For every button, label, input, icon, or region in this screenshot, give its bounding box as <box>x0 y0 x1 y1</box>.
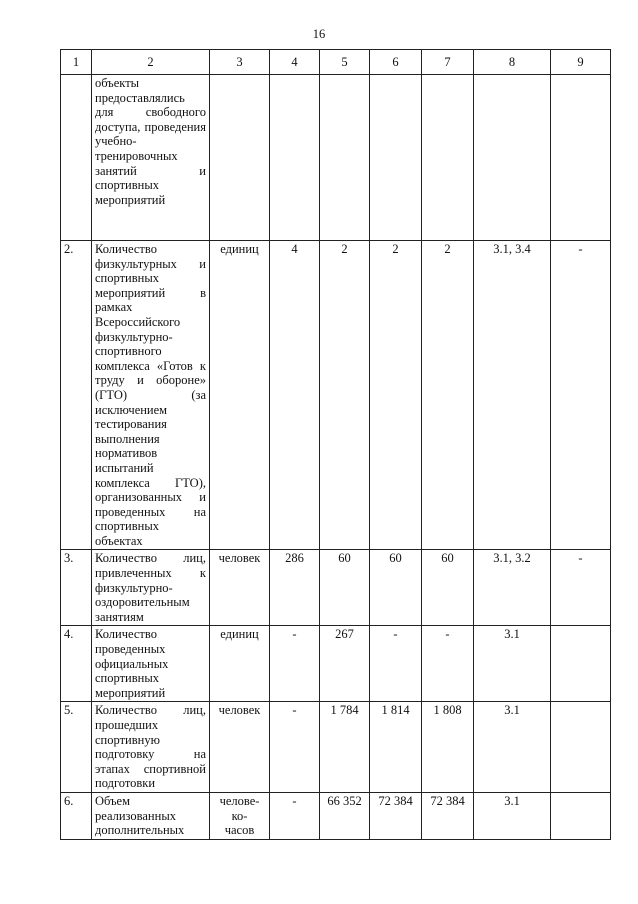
header-cell: 3 <box>210 50 270 75</box>
header-cell: 1 <box>61 50 92 75</box>
header-cell: 5 <box>320 50 370 75</box>
table-row <box>61 702 611 793</box>
value-col9 <box>551 75 611 241</box>
value-col4: 4 <box>270 241 320 550</box>
value-col4 <box>270 75 320 241</box>
table-row <box>61 241 611 550</box>
value-col9 <box>551 702 611 793</box>
row-number: 2. <box>61 241 92 550</box>
header-cell: 8 <box>474 50 551 75</box>
value-col8: 3.1 <box>474 702 551 793</box>
row-number: 4. <box>61 626 92 702</box>
value-col9: - <box>551 241 611 550</box>
value-col9: - <box>551 550 611 626</box>
value-col5: 1 784 <box>320 702 370 793</box>
value-col8 <box>474 75 551 241</box>
value-col6: 2 <box>370 241 422 550</box>
value-col7: 2 <box>422 241 474 550</box>
value-col7: 72 384 <box>422 792 474 839</box>
table-row <box>61 792 611 839</box>
value-col4: - <box>270 702 320 793</box>
value-col4: 286 <box>270 550 320 626</box>
indicator-name: Количество лиц, прошедших спортивную подготовку на этапах спортивной подготовки <box>92 702 210 793</box>
value-col5: 2 <box>320 241 370 550</box>
unit-cell: челове- ко- часов <box>210 792 270 839</box>
unit-cell: человек <box>210 550 270 626</box>
row-number <box>61 75 92 241</box>
value-col6: 60 <box>370 550 422 626</box>
unit-cell: единиц <box>210 241 270 550</box>
unit-cell <box>210 75 270 241</box>
value-col7 <box>422 75 474 241</box>
indicator-name: объекты предоставлялись для свободного доступа, проведения учебно-тренировочных занятий и спортивных мероприятий <box>92 75 210 241</box>
row-number: 3. <box>61 550 92 626</box>
table-header-row <box>61 50 611 75</box>
header-cell: 2 <box>92 50 210 75</box>
row-number: 5. <box>61 702 92 793</box>
table-row <box>61 626 611 702</box>
indicator-name: Объем реализованных дополнительных <box>92 792 210 839</box>
value-col6: - <box>370 626 422 702</box>
value-col5: 66 352 <box>320 792 370 839</box>
unit-cell: единиц <box>210 626 270 702</box>
unit-cell: человек <box>210 702 270 793</box>
header-cell: 4 <box>270 50 320 75</box>
value-col4: - <box>270 626 320 702</box>
value-col5: 267 <box>320 626 370 702</box>
value-col7: - <box>422 626 474 702</box>
value-col7: 60 <box>422 550 474 626</box>
page-number: 16 <box>312 27 326 41</box>
value-col4: - <box>270 792 320 839</box>
value-col5: 60 <box>320 550 370 626</box>
value-col7: 1 808 <box>422 702 474 793</box>
header-cell: 6 <box>370 50 422 75</box>
value-col5 <box>320 75 370 241</box>
indicator-name: Количество лиц, привлеченных к физкультурно-оздоровительным занятиям <box>92 550 210 626</box>
header-cell: 9 <box>551 50 611 75</box>
indicators-table <box>60 49 611 840</box>
header-cell: 7 <box>422 50 474 75</box>
value-col8: 3.1 <box>474 792 551 839</box>
row-number: 6. <box>61 792 92 839</box>
value-col8: 3.1 <box>474 626 551 702</box>
value-col9 <box>551 626 611 702</box>
value-col6: 1 814 <box>370 702 422 793</box>
value-col8: 3.1, 3.2 <box>474 550 551 626</box>
value-col9 <box>551 792 611 839</box>
value-col6 <box>370 75 422 241</box>
value-col8: 3.1, 3.4 <box>474 241 551 550</box>
indicator-name: Количество физкультурных и спортивных мероприятий в рамках Всероссийского физкультурно-спортивного комплекса «Готов к труду и обороне» (ГТО) (за исключением тестирования выполнения нормативов испытаний комплекса ГТО), организованных и проведенных на спортивных объектах <box>92 241 210 550</box>
indicator-name: Количество проведенных официальных спортивных мероприятий <box>92 626 210 702</box>
value-col6: 72 384 <box>370 792 422 839</box>
table-row <box>61 550 611 626</box>
table-row <box>61 75 611 241</box>
